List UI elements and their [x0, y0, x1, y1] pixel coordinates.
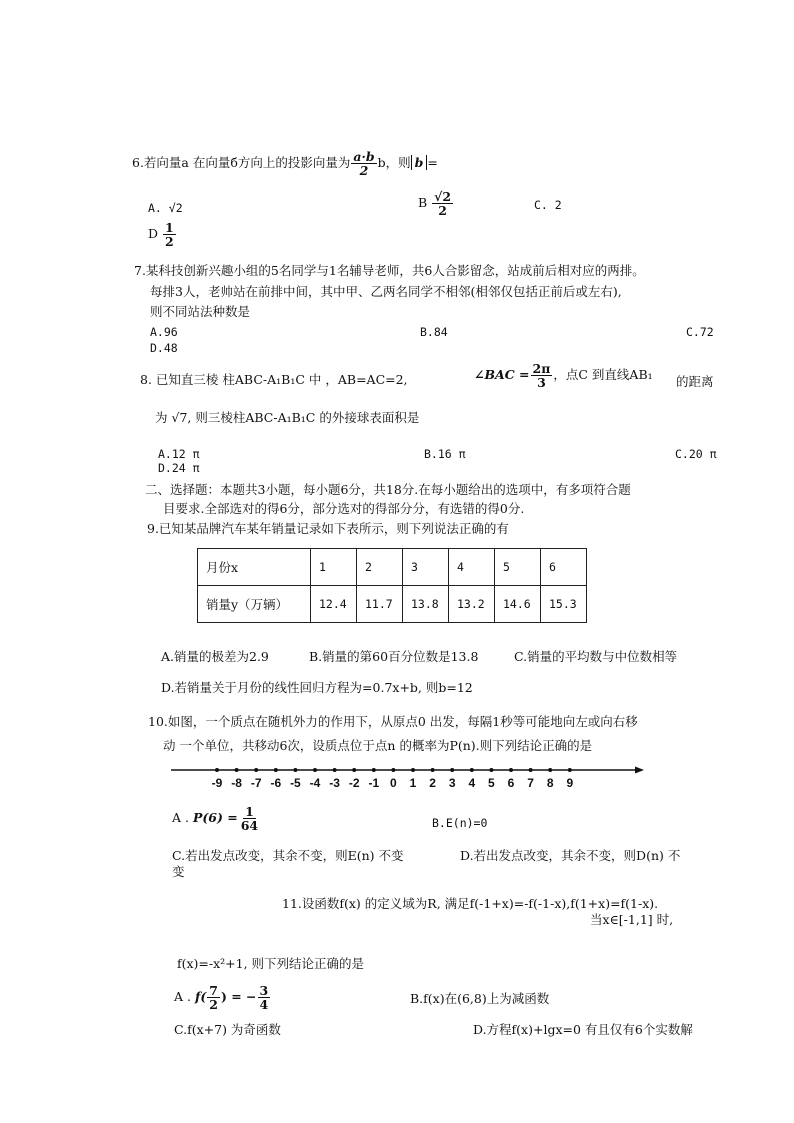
table-cell-month: 3	[403, 549, 449, 586]
number-line-point	[509, 768, 513, 772]
q6-option-b	[418, 190, 454, 217]
q7-line3: 则不同站法种数是	[150, 304, 251, 319]
q11-option-a-den2: 4	[259, 997, 269, 1013]
table-header-month: 月份x	[198, 549, 311, 586]
number-line-point	[450, 768, 454, 772]
number-line-label: -6	[270, 776, 282, 790]
q7-option-c: C.72	[686, 325, 714, 339]
q7-option-d: D.48	[150, 341, 178, 355]
q8-option-b: B.16 π	[424, 447, 466, 461]
section2-line1: 二、选择题：本题共3小题，每小题6分，共18分.在每小题给出的选项中，有多项符合题	[145, 482, 631, 497]
table-cell-sales: 13.2	[449, 586, 495, 623]
number-line-label: -3	[329, 776, 340, 790]
q11-option-a-f: f(	[194, 989, 207, 1005]
number-line-point	[391, 768, 395, 772]
q10-option-d-line2: 变	[172, 864, 185, 879]
q8-option-d: D.24 π	[158, 461, 200, 475]
table-cell-sales: 11.7	[357, 586, 403, 623]
number-line-label: 9	[566, 776, 574, 790]
number-line-label: 5	[488, 776, 495, 790]
section2-line2: 目要求.全部选对的得6分，部分选对的得部分分，有选错的得0分.	[163, 501, 525, 516]
q6-stem-pre: 6.若向量a 在向量б方向上的投影向量为	[132, 155, 351, 171]
q11-option-a-den1: 2	[209, 997, 218, 1013]
q10-option-a-den: 64	[240, 818, 259, 834]
q6-option-d-label: D	[148, 226, 159, 242]
q9-option-b: B.销量的第60百分位数是13.8	[309, 649, 479, 664]
number-line-point	[470, 768, 474, 772]
q6-stem	[132, 150, 438, 177]
q8-option-a: A.12 π	[158, 447, 200, 461]
q8-line1-part3: 的距离	[676, 374, 714, 389]
table-row	[198, 586, 587, 623]
table-cell-month: 1	[311, 549, 357, 586]
q11-option-a-num2: 3	[259, 983, 269, 998]
number-line-point	[529, 768, 533, 772]
q8-line2: 为 √7, 则三棱柱ABC-A₁B₁C 的外接球表面积是	[155, 410, 420, 425]
q7-line2: 每排3人，老帅站在前排中间，其中甲、乙两名同学不相邻(相邻仅包括正前后或左右),	[150, 284, 622, 299]
table-cell-month: 4	[449, 549, 495, 586]
q10-option-a-fraction	[239, 805, 260, 832]
q7-option-a: A.96	[150, 325, 178, 339]
number-line-arrow-icon	[635, 767, 644, 774]
q6-abs-b: b	[411, 155, 428, 170]
q9-option-c: C.销量的平均数与中位数相等	[514, 649, 678, 664]
number-line-label: 3	[448, 776, 456, 790]
q7-line1: 7.某科技创新兴趣小组的5名同学与1名辅导老师，共6人合影留念，站成前后相对应的两排。	[134, 263, 645, 278]
table-cell-sales: 13.8	[403, 586, 449, 623]
q8-option-c: C.20 π	[675, 447, 717, 461]
q10-line2: 动 一个单位，共移动6次，设质点位于点n 的概率为P(n).则下列结论正确的是	[163, 738, 593, 753]
number-line-point	[254, 768, 258, 772]
number-line-label: 0	[390, 776, 397, 790]
number-line-point	[489, 768, 493, 772]
q9-option-d: D.若销量关于月份的线性回归方程为=0.7x+b, 则b=12	[161, 680, 473, 695]
table-header-sales: 销量y（万辆）	[198, 586, 311, 623]
q7-option-b: B.84	[420, 325, 448, 339]
q10-number-line	[0, 760, 794, 790]
q8-angle-fraction	[531, 362, 553, 389]
q10-option-d-line1: D.若出发点改变，其余不变，则D(n) 不	[460, 848, 681, 863]
q6-option-b-label: B	[418, 195, 428, 211]
q10-option-a	[172, 805, 261, 832]
q6-stem-mid: b，则	[377, 155, 411, 171]
q8-line1-part2: ，点C 到直线AB₁	[553, 367, 653, 383]
number-line-label: 7	[527, 776, 534, 790]
number-line-point	[411, 768, 415, 772]
q11-option-c: C.f(x+7) 为奇函数	[174, 1022, 281, 1037]
number-line-label: -4	[309, 776, 321, 790]
number-line-point	[274, 768, 278, 772]
q8-angle-expression	[474, 362, 653, 389]
number-line-label: -2	[348, 776, 360, 790]
q6-option-d-den: 2	[165, 234, 174, 250]
q11-option-a-label: A .	[174, 989, 191, 1005]
q6-option-b-num: √2	[434, 189, 452, 204]
number-line-point	[293, 768, 297, 772]
table-cell-sales: 15.3	[541, 586, 587, 623]
q8-angle-num: 2π	[532, 361, 551, 376]
q8-angle: ∠BAC =	[474, 367, 530, 383]
number-line-label: 2	[429, 776, 436, 790]
number-line-label: -5	[290, 776, 301, 790]
q10-option-c: C.若出发点改变，其余不变，则E(n) 不变	[172, 848, 404, 863]
q9-sales-table	[197, 548, 587, 623]
number-line-label: 8	[546, 776, 554, 790]
q6-option-b-fraction	[432, 190, 453, 217]
q9-option-a: A.销量的极差为2.9	[161, 649, 269, 664]
q6-option-b-den: 2	[438, 203, 447, 219]
table-row	[198, 549, 587, 586]
table-cell-month: 2	[357, 549, 403, 586]
number-line-point	[352, 768, 356, 772]
table-cell-sales: 14.6	[495, 586, 541, 623]
q11-line1: 11.设函数f(x) 的定义域为R, 满足f(-1+x)=-f(-1-x),f(1+x)=f(1-x).	[282, 896, 659, 911]
number-line-point	[313, 768, 317, 772]
number-line-label: -9	[211, 776, 223, 790]
q9-stem: 9.已知某品牌汽车某年销量记录如下表所示，则下列说法正确的有	[147, 521, 509, 536]
number-line-point	[235, 768, 239, 772]
q11-option-a-fraction1	[207, 984, 220, 1011]
number-line-point	[333, 768, 337, 772]
q11-line3: f(x)=-x²+1, 则下列结论正确的是	[177, 956, 365, 971]
q6-option-d-num: 1	[165, 220, 174, 235]
table-cell-sales: 12.4	[311, 586, 357, 623]
q11-option-d: D.方程f(x)+lgx=0 有且仅有6个实数解	[473, 1022, 693, 1037]
q11-option-a-num1: 7	[209, 983, 218, 998]
q6-stem-end: =	[427, 155, 438, 171]
number-line-point	[548, 768, 552, 772]
number-line-point	[568, 768, 572, 772]
q10-option-a-label: A .	[172, 810, 189, 826]
q10-option-a-expr: P(6) =	[192, 810, 238, 826]
q11-option-a	[174, 984, 271, 1011]
q11-option-a-mid: ) = −	[220, 989, 257, 1005]
number-line-point	[372, 768, 376, 772]
number-line-point	[215, 768, 219, 772]
q11-option-a-fraction2	[258, 984, 271, 1011]
q8-angle-den: 3	[537, 375, 546, 391]
q6-option-d-fraction	[163, 221, 176, 248]
number-line-label: 4	[468, 776, 476, 790]
number-line-label: -8	[231, 776, 242, 790]
q11-option-b: B.f(x)在(6,8)上为减函数	[410, 991, 550, 1006]
q6-option-a: A. √2	[148, 201, 183, 215]
number-line-label: 1	[409, 776, 417, 790]
q8-line1-part1: 8. 已知直三棱 柱ABC-A₁B₁C 中 ，AB=AC=2,	[140, 372, 408, 387]
number-line-label: 6	[507, 776, 515, 790]
q10-line1: 10.如图，一个质点在随机外力的作用下，从原点0 出发，每隔1秒等可能地向左或向右移	[148, 714, 638, 729]
q10-option-b: B.E(n)=0	[432, 816, 488, 830]
q10-option-a-num: 1	[245, 804, 254, 819]
table-cell-month: 6	[541, 549, 587, 586]
q6-fraction-den: 2	[359, 163, 369, 179]
table-cell-month: 5	[495, 549, 541, 586]
q6-option-d	[148, 221, 177, 248]
number-line-point	[431, 768, 435, 772]
number-line-label: -1	[368, 776, 380, 790]
q11-line2: 当x∈[-1,1] 时,	[590, 912, 674, 927]
q6-option-c: C. 2	[534, 198, 562, 212]
number-line-label: -7	[250, 776, 262, 790]
q6-fraction-num: a·b	[353, 149, 375, 164]
q6-projection-fraction	[351, 150, 376, 177]
